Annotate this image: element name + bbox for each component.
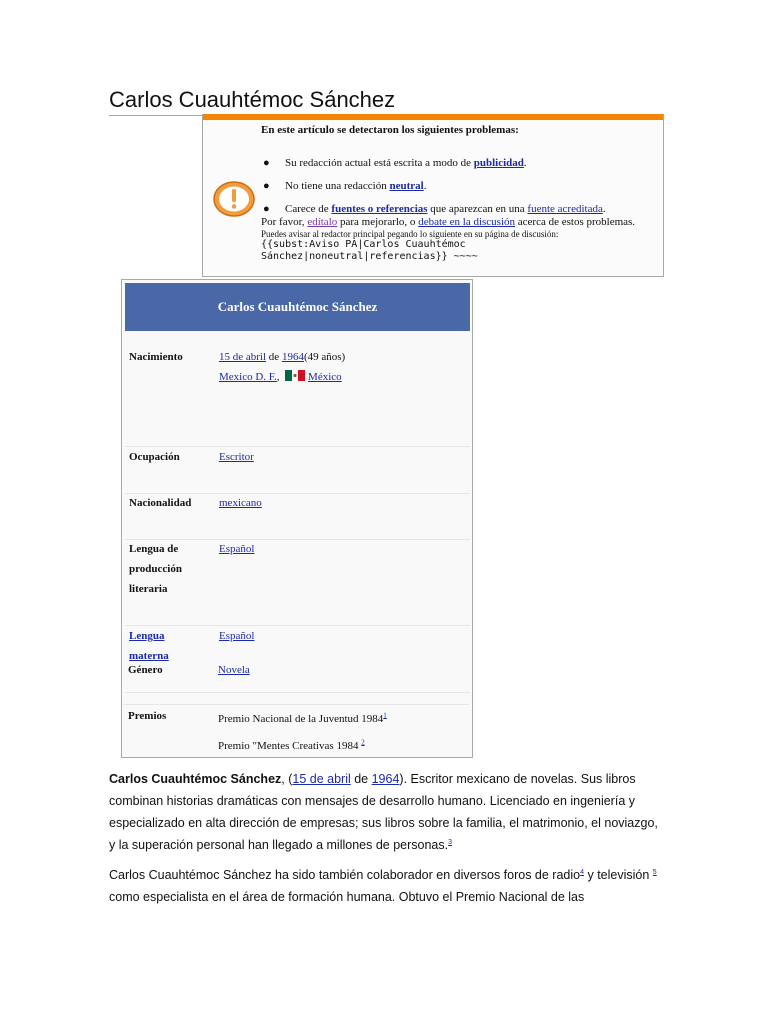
bullet: ●: [263, 180, 270, 192]
notice-issue-item: [261, 157, 657, 170]
link-15-abril[interactable]: 15 de abril: [292, 772, 351, 786]
notice-accent-bar: [203, 114, 663, 120]
notice-issue-item: [261, 180, 657, 193]
intro-paragraph: [109, 768, 663, 856]
intro-text: ). Escritor mexicano de novelas. Sus libros combinan historias dramáticas con mensajes de desarrollo humano. Licenciado en ingeniería y especializado en alta dirección de empresas; sus libros sobre la familia, el matrimonio, el noviazgo, y la superación personal han llegado a millones de personas.: [109, 772, 658, 852]
ref-4[interactable]: 4: [580, 868, 585, 876]
text-de: de: [350, 772, 372, 786]
ref-1[interactable]: 1: [383, 711, 387, 720]
text-comma: ,: [276, 371, 283, 383]
second-paragraph: [109, 864, 663, 908]
infobox-title: Carlos Cuauhtémoc Sánchez: [125, 283, 470, 331]
issue-text-end: .: [602, 203, 606, 215]
infobox-label: [129, 539, 209, 599]
page-title: Carlos Cuauhtémoc Sánchez: [109, 86, 661, 116]
notice-small-note: Puedes avisar al redactor principal pegando lo siguiente en su página de discusión:: [261, 229, 559, 239]
link-birth-year[interactable]: 1964: [281, 351, 304, 363]
link-birth-place[interactable]: Mexico D. F.: [219, 371, 277, 383]
link-lengua-materna-2[interactable]: materna: [129, 650, 169, 662]
issue-text: Su redacción actual está escrita a modo de: [285, 157, 474, 169]
notice-fix-line: [261, 216, 657, 229]
ref-2[interactable]: 2: [361, 738, 365, 747]
infobox-row-premios: [124, 706, 469, 754]
issue-text: Carece de: [285, 203, 332, 215]
notice-template-code-2: Sánchez|noneutral|referencias}} ~~~~: [261, 251, 478, 262]
bullet: ●: [263, 157, 270, 169]
award-text: Premio Nacional de la Juventud 1984: [218, 713, 384, 725]
issue-text-mid: que aparezcan en una: [427, 203, 528, 215]
link-publicidad[interactable]: publicidad: [473, 157, 524, 169]
link-1964[interactable]: 1964: [371, 772, 400, 786]
infobox-row-nacimiento: [125, 336, 470, 447]
notice-template-code-1: {{subst:Aviso PA|Carlos Cuauhtémoc: [261, 239, 466, 250]
article-subject: Carlos Cuauhtémoc Sánchez: [109, 772, 282, 786]
infobox-label: Nacionalidad: [129, 497, 192, 509]
mexico-flag-icon: [285, 370, 305, 381]
label-line: literaria: [129, 583, 168, 595]
para-text: y televisión: [584, 868, 653, 882]
award-item: [218, 733, 465, 760]
link-mexicano[interactable]: mexicano: [219, 497, 262, 509]
infobox-label: Premios: [128, 710, 167, 722]
label-line: producción: [129, 563, 182, 575]
link-espanol[interactable]: Español: [219, 543, 255, 555]
bullet: ●: [263, 203, 270, 215]
link-fuente-acreditada[interactable]: fuente acreditada: [527, 203, 603, 215]
age-text: (49 años): [303, 351, 346, 363]
para-text: Carlos Cuauhtémoc Sánchez ha sido también colaborador en diversos foros de radio: [109, 868, 581, 882]
link-escritor[interactable]: Escritor: [219, 451, 254, 463]
link-debate-discusion[interactable]: debate en la discusión: [418, 216, 516, 228]
link-lengua-materna-1[interactable]: Lengua: [129, 630, 165, 642]
link-editalo[interactable]: edítalo: [307, 216, 338, 228]
infobox-value: [219, 347, 466, 387]
infobox-label: Ocupación: [129, 451, 180, 463]
para-text: como especialista en el área de formación humana. Obtuvo el Premio Nacional de las: [109, 890, 585, 904]
award-item: [218, 706, 465, 733]
warning-icon: [211, 179, 257, 219]
notice-issue-item: [261, 203, 657, 216]
issue-text-end: .: [523, 157, 527, 169]
issue-text-end: .: [423, 180, 427, 192]
link-fuentes-referencias[interactable]: fuentes o referencias: [331, 203, 428, 215]
fix-text-end: acerca de estos problemas.: [515, 216, 636, 228]
text-open: , (: [281, 772, 293, 786]
label-line: Lengua de: [129, 543, 179, 555]
fix-text: Por favor,: [261, 216, 308, 228]
link-espanol-materna[interactable]: Español: [219, 630, 255, 642]
infobox-row-genero: [124, 660, 469, 705]
notice-heading: En este artículo se detectaron los siguientes problemas:: [261, 124, 519, 136]
ref-3[interactable]: 3: [448, 838, 453, 846]
infobox-row-ocupacion: [125, 447, 470, 494]
infobox-row-nacionalidad: [125, 493, 470, 540]
infobox-label: Nacimiento: [129, 351, 183, 363]
ref-5[interactable]: 5: [652, 868, 657, 876]
notice-issue-list: [261, 157, 657, 216]
link-mexico[interactable]: México: [308, 371, 342, 383]
maintenance-notice: [202, 114, 664, 277]
link-novela[interactable]: Novela: [218, 664, 250, 676]
award-text: Premio "Mentes Creativas 1984: [218, 740, 362, 752]
link-birth-date[interactable]: 15 de abril: [219, 351, 267, 363]
infobox-label: Género: [128, 664, 163, 676]
text-de: de: [266, 351, 282, 363]
link-neutral[interactable]: neutral: [389, 180, 424, 192]
fix-text-mid: para mejorarlo, o: [337, 216, 419, 228]
issue-text: No tiene una redacción: [285, 180, 390, 192]
infobox-row-lengua-produccion: [125, 539, 470, 626]
